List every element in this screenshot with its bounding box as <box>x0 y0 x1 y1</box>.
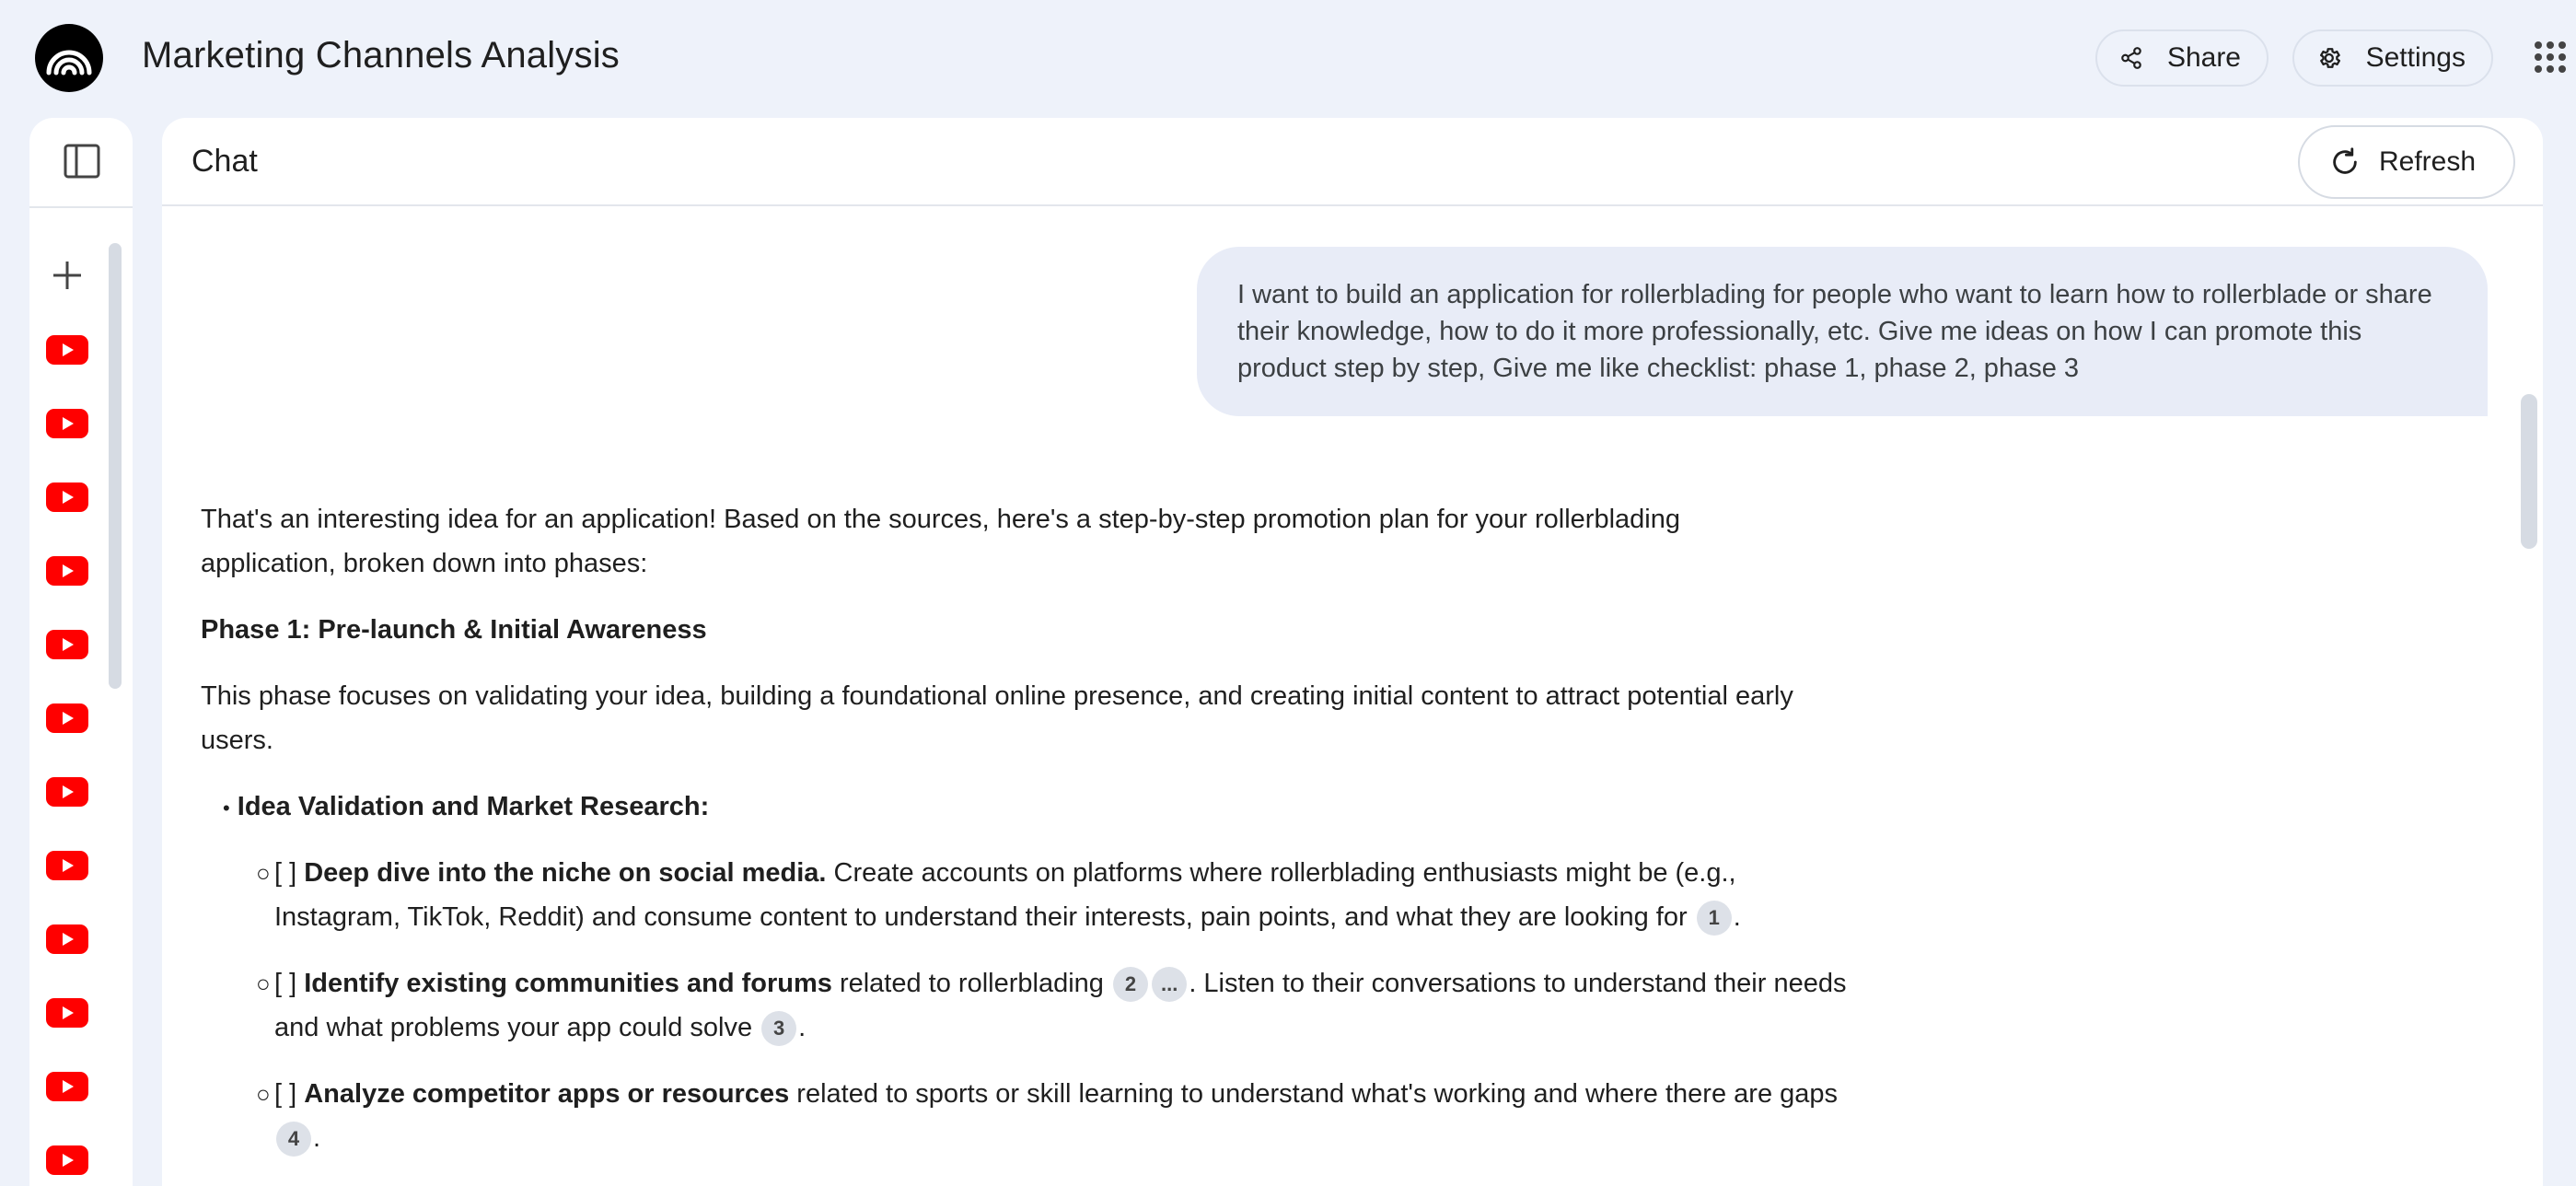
youtube-icon[interactable] <box>46 998 88 1028</box>
citation-chip[interactable]: 4 <box>276 1122 311 1157</box>
item-text: related to sports or skill learning to understand what's working and where there are gaps <box>789 1079 1839 1109</box>
checklist-item-text <box>274 851 1849 939</box>
citation-chip[interactable]: ... <box>1152 967 1187 1002</box>
response-intro: That's an interesting idea for an application! Based on the sources, here's a step-by-step promotion plan for your rollerblading application, broken down into phases: <box>201 505 1680 578</box>
bullet-marker: • <box>223 796 230 820</box>
youtube-icon[interactable] <box>46 1072 88 1101</box>
section-heading: Idea Validation and Market Research: <box>237 792 710 821</box>
item-text-continued: . Listen to their conversations to understand their needs and what problems your app could solve <box>274 969 1847 1042</box>
settings-label: Settings <box>2365 42 2466 73</box>
share-button[interactable] <box>2095 29 2269 87</box>
notebook-title[interactable]: Marketing Channels Analysis <box>142 35 620 76</box>
youtube-icon[interactable] <box>46 777 88 807</box>
checklist-item-text <box>274 961 1849 1050</box>
sources-rail <box>29 118 133 1186</box>
refresh-button[interactable] <box>2298 125 2515 199</box>
youtube-icon[interactable] <box>46 851 88 880</box>
citation-chip[interactable]: 1 <box>1697 901 1732 936</box>
sub-bullet-marker: ○ <box>256 859 271 887</box>
youtube-icon[interactable] <box>46 335 88 365</box>
item-text-continued: . <box>313 1123 321 1153</box>
section-bullet <box>223 785 709 831</box>
gear-icon <box>2316 42 2342 74</box>
item-text: related to rollerblading <box>831 969 1111 998</box>
app-logo-icon[interactable] <box>35 24 103 92</box>
chat-scrollbar[interactable] <box>2521 394 2537 549</box>
citation-chip[interactable]: 2 <box>1113 967 1148 1002</box>
sidebar-toggle-icon[interactable] <box>63 142 101 180</box>
youtube-icon[interactable] <box>46 924 88 954</box>
settings-button[interactable] <box>2292 29 2493 87</box>
item-bold: Deep dive into the niche on social media. <box>304 858 827 888</box>
share-label: Share <box>2166 42 2241 73</box>
checkbox-text: [ ] <box>274 969 305 998</box>
item-tail: . <box>798 1013 806 1042</box>
item-text-continued: . <box>1733 902 1741 932</box>
item-text: Create accounts on platforms where rollerblading enthusiasts might be (e.g., Instagram, TikTok, Reddit) and consume content to understand their interests, pain points, and what they are looking for <box>274 858 1736 932</box>
youtube-icon[interactable] <box>46 630 88 659</box>
refresh-label: Refresh <box>2379 146 2477 177</box>
checkbox-text: [ ] <box>274 858 305 888</box>
phase-description: This phase focuses on validating your idea, building a foundational online presence, and creating initial content to attract potential early users. <box>201 681 1793 755</box>
item-bold: Analyze competitor apps or resources <box>304 1079 790 1109</box>
top-bar <box>0 0 2576 116</box>
sub-bullet-marker: ○ <box>256 1080 271 1108</box>
rail-scrollbar[interactable] <box>109 243 122 689</box>
citation-chip[interactable]: 3 <box>761 1011 796 1046</box>
item-bold: Identify existing communities and forums <box>304 969 832 998</box>
phase-heading: Phase 1: Pre-launch & Initial Awareness <box>201 615 707 645</box>
plus-icon[interactable] <box>48 256 87 295</box>
youtube-icon[interactable] <box>46 409 88 438</box>
chat-title: Chat <box>191 144 258 179</box>
checklist-item-text <box>274 1072 1849 1160</box>
user-message: I want to build an application for rollerblading for people who want to learn how to rollerblade or share their knowledge, how to do it more professionally, etc. Give me ideas on how I can promote this product step by step, Give me like checklist: phase 1, phase 2, phase 3 <box>1197 247 2488 416</box>
youtube-icon[interactable] <box>46 1145 88 1175</box>
sub-bullet-marker: ○ <box>256 970 271 997</box>
share-icon <box>2119 42 2143 74</box>
apps-grid-icon[interactable] <box>2534 41 2567 74</box>
rail-divider <box>29 206 133 208</box>
chat-panel <box>162 118 2543 1186</box>
refresh-icon <box>2329 146 2361 178</box>
chat-header <box>162 118 2543 206</box>
youtube-icon[interactable] <box>46 556 88 586</box>
youtube-icon[interactable] <box>46 703 88 733</box>
youtube-icon[interactable] <box>46 483 88 512</box>
checkbox-text: [ ] <box>274 1079 305 1109</box>
